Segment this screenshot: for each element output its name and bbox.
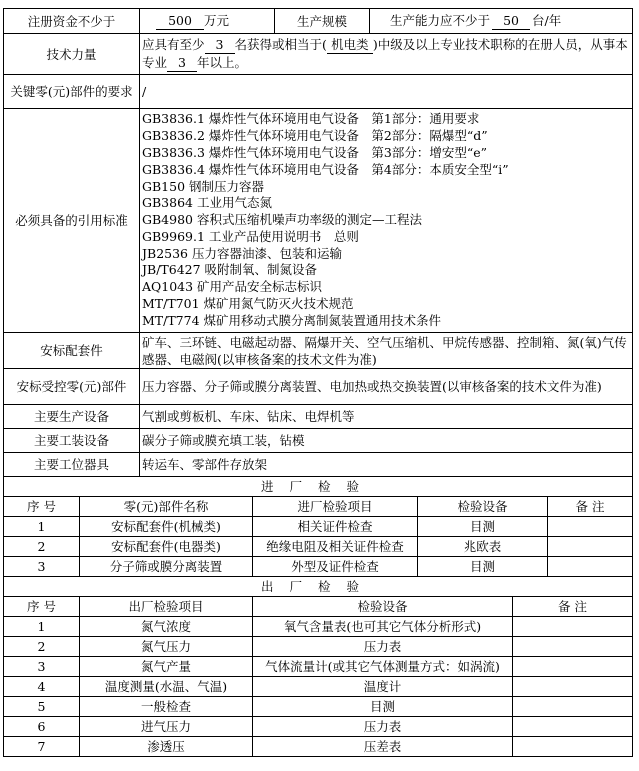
- outgoing-header-item: 出厂检验项目: [80, 597, 253, 617]
- production-equipment-label: 主要生产设备: [4, 405, 140, 429]
- fixtures-label: 主要工位器具: [4, 453, 140, 477]
- outgoing-item: 一般检查: [80, 697, 253, 717]
- capital-value: 500: [156, 12, 204, 30]
- incoming-header-row: [4, 497, 633, 517]
- production-equipment-value: 气割或剪板机、车床、钻床、电焊机等: [140, 405, 633, 429]
- standard-item: MT/T701 煤矿用氮气防灭火技术规范: [142, 296, 354, 312]
- incoming-remark: [548, 517, 633, 537]
- standard-item: GB3836.1 爆炸性气体环境用电气设备 第1部分：通用要求: [142, 111, 480, 127]
- outgoing-remark: [513, 617, 633, 637]
- outgoing-no: 4: [4, 677, 80, 697]
- tech-text-4: 年以上。: [197, 55, 248, 70]
- tech-text-2: 名获得或相当于(: [234, 37, 327, 52]
- tech-text-3: )中级及以上专业技术职称的在册人员，从事本专业: [142, 37, 628, 70]
- outgoing-remark: [513, 657, 633, 677]
- scale-label: 生产规模: [275, 9, 370, 34]
- outgoing-header-remark: 备 注: [513, 597, 633, 617]
- tech-text-1: 应具有至少: [142, 37, 205, 52]
- incoming-equipment: 目测: [418, 557, 548, 577]
- tech-years: 3: [167, 54, 197, 72]
- incoming-header-no: 序 号: [4, 497, 80, 517]
- capacity-cell: [370, 9, 633, 34]
- outgoing-title-row: [4, 577, 633, 597]
- outgoing-inspection-table: [3, 576, 633, 757]
- outgoing-equipment: 氧气含量表(也可其它气体分析形式): [253, 617, 513, 637]
- outgoing-remark: [513, 677, 633, 697]
- outgoing-equipment: 压力表: [253, 637, 513, 657]
- standard-item: GB3836.2 爆炸性气体环境用电气设备 第2部分：隔爆型“d”: [142, 128, 488, 144]
- tooling-label: 主要工装设备: [4, 429, 140, 453]
- outgoing-item: 氮气压力: [80, 637, 253, 657]
- incoming-item: 绝缘电阻及相关证件检查: [253, 537, 418, 557]
- controlled-parts-row: [4, 369, 633, 405]
- standard-item: JB/T6427 吸附制氧、制氮设备: [142, 262, 318, 278]
- table-row: [4, 697, 633, 717]
- key-parts-row: [4, 75, 633, 109]
- key-parts-label: 关键零(元)部件的要求: [4, 75, 140, 109]
- incoming-part: 安标配套件(机械类): [80, 517, 253, 537]
- outgoing-header-equipment: 检验设备: [253, 597, 513, 617]
- outgoing-item: 进气压力: [80, 717, 253, 737]
- tech-row: [4, 34, 633, 75]
- outgoing-remark: [513, 637, 633, 657]
- table-row: [4, 537, 633, 557]
- tooling-row: [4, 429, 633, 453]
- outgoing-equipment: 压差表: [253, 737, 513, 757]
- standard-item: GB150 钢制压力容器: [142, 178, 265, 194]
- incoming-no: 3: [4, 557, 80, 577]
- incoming-header-part: 零(元)部件名称: [80, 497, 253, 517]
- table-row: [4, 657, 633, 677]
- table-row: [4, 617, 633, 637]
- outgoing-equipment: 温度计: [253, 677, 513, 697]
- incoming-remark: [548, 557, 633, 577]
- standards-list: [140, 109, 633, 333]
- outgoing-item: 温度测量(水温、气温): [80, 677, 253, 697]
- incoming-header-remark: 备 注: [548, 497, 633, 517]
- tooling-value: 碳分子筛或膜充填工装，钻模: [140, 429, 633, 453]
- safety-parts-row: [4, 333, 633, 369]
- standard-item: GB3864 工业用气态氮: [142, 195, 272, 211]
- safety-parts-value: 矿车、三环链、电磁起动器、隔爆开关、空气压缩机、甲烷传感器、控制箱、氮(氧)气传感器、电磁阀(以审核备案的技术文件为准): [140, 333, 633, 369]
- incoming-item: 外型及证件检查: [253, 557, 418, 577]
- tech-cell: [140, 34, 633, 75]
- standard-item: GB3836.4 爆炸性气体环境用电气设备 第4部分：本质安全型“i”: [142, 161, 509, 177]
- table-row: [4, 717, 633, 737]
- standard-item: GB3836.3 爆炸性气体环境用电气设备 第3部分：增安型“e”: [142, 144, 488, 160]
- outgoing-equipment: 压力表: [253, 717, 513, 737]
- outgoing-header-row: [4, 597, 633, 617]
- outgoing-item: 氮气浓度: [80, 617, 253, 637]
- key-parts-value: /: [140, 75, 633, 109]
- incoming-header-item: 进厂检验项目: [253, 497, 418, 517]
- capital-label: 注册资金不少于: [4, 9, 140, 34]
- standard-item: AQ1043 矿用产品安全标志标识: [142, 279, 323, 295]
- standards-row: [4, 109, 633, 333]
- incoming-equipment: 兆欧表: [418, 537, 548, 557]
- standard-item: JB2536 压力容器油漆、包装和运输: [142, 245, 342, 261]
- capital-unit: 万元: [204, 13, 230, 28]
- table-row: [4, 677, 633, 697]
- outgoing-no: 3: [4, 657, 80, 677]
- tech-field: 机电类: [327, 36, 373, 54]
- incoming-equipment: 目测: [418, 517, 548, 537]
- standard-item: GB9969.1 工业产品使用说明书 总则: [142, 228, 359, 244]
- tech-count: 3: [205, 36, 235, 54]
- outgoing-no: 7: [4, 737, 80, 757]
- controlled-parts-label: 安标受控零(元)部件: [4, 369, 140, 405]
- table-row: [4, 737, 633, 757]
- incoming-header-equipment: 检验设备: [418, 497, 548, 517]
- outgoing-no: 1: [4, 617, 80, 637]
- table-row: [4, 517, 633, 537]
- capacity-unit: 台/年: [532, 13, 562, 28]
- incoming-item: 相关证件检查: [253, 517, 418, 537]
- production-equipment-row: [4, 405, 633, 429]
- capital-row: [4, 9, 633, 34]
- outgoing-item: 氮气产量: [80, 657, 253, 677]
- fixtures-value: 转运车、零部件存放架: [140, 453, 633, 477]
- incoming-title: 进厂检验: [4, 477, 633, 497]
- spec-table: [3, 8, 633, 477]
- incoming-part: 分子筛或膜分离装置: [80, 557, 253, 577]
- outgoing-no: 5: [4, 697, 80, 717]
- table-row: [4, 637, 633, 657]
- outgoing-remark: [513, 737, 633, 757]
- incoming-no: 1: [4, 517, 80, 537]
- outgoing-remark: [513, 717, 633, 737]
- outgoing-header-no: 序 号: [4, 597, 80, 617]
- standards-label: 必须具备的引用标准: [4, 109, 140, 333]
- safety-parts-label: 安标配套件: [4, 333, 140, 369]
- controlled-parts-value: 压力容器、分子筛或膜分离装置、电加热或热交换装置(以审核备案的技术文件为准): [140, 369, 633, 405]
- outgoing-equipment: 目测: [253, 697, 513, 717]
- outgoing-remark: [513, 697, 633, 717]
- capacity-value: 50: [492, 12, 530, 30]
- outgoing-item: 渗透压: [80, 737, 253, 757]
- outgoing-no: 6: [4, 717, 80, 737]
- incoming-remark: [548, 537, 633, 557]
- incoming-title-row: [4, 477, 633, 497]
- outgoing-no: 2: [4, 637, 80, 657]
- outgoing-equipment: 气体流量计(或其它气体测量方式：如涡流): [253, 657, 513, 677]
- standard-item: MT/T774 煤矿用移动式膜分离制氮装置通用技术条件: [142, 312, 442, 328]
- tech-label: 技术力量: [4, 34, 140, 75]
- incoming-inspection-table: [3, 476, 633, 577]
- outgoing-title: 出厂检验: [4, 577, 633, 597]
- incoming-part: 安标配套件(电器类): [80, 537, 253, 557]
- table-row: [4, 557, 633, 577]
- capacity-prefix: 生产能力应不少于: [390, 13, 491, 28]
- fixtures-row: [4, 453, 633, 477]
- capital-cell: [140, 9, 275, 34]
- incoming-no: 2: [4, 537, 80, 557]
- standard-item: GB4980 容积式压缩机噪声功率级的测定—工程法: [142, 212, 422, 228]
